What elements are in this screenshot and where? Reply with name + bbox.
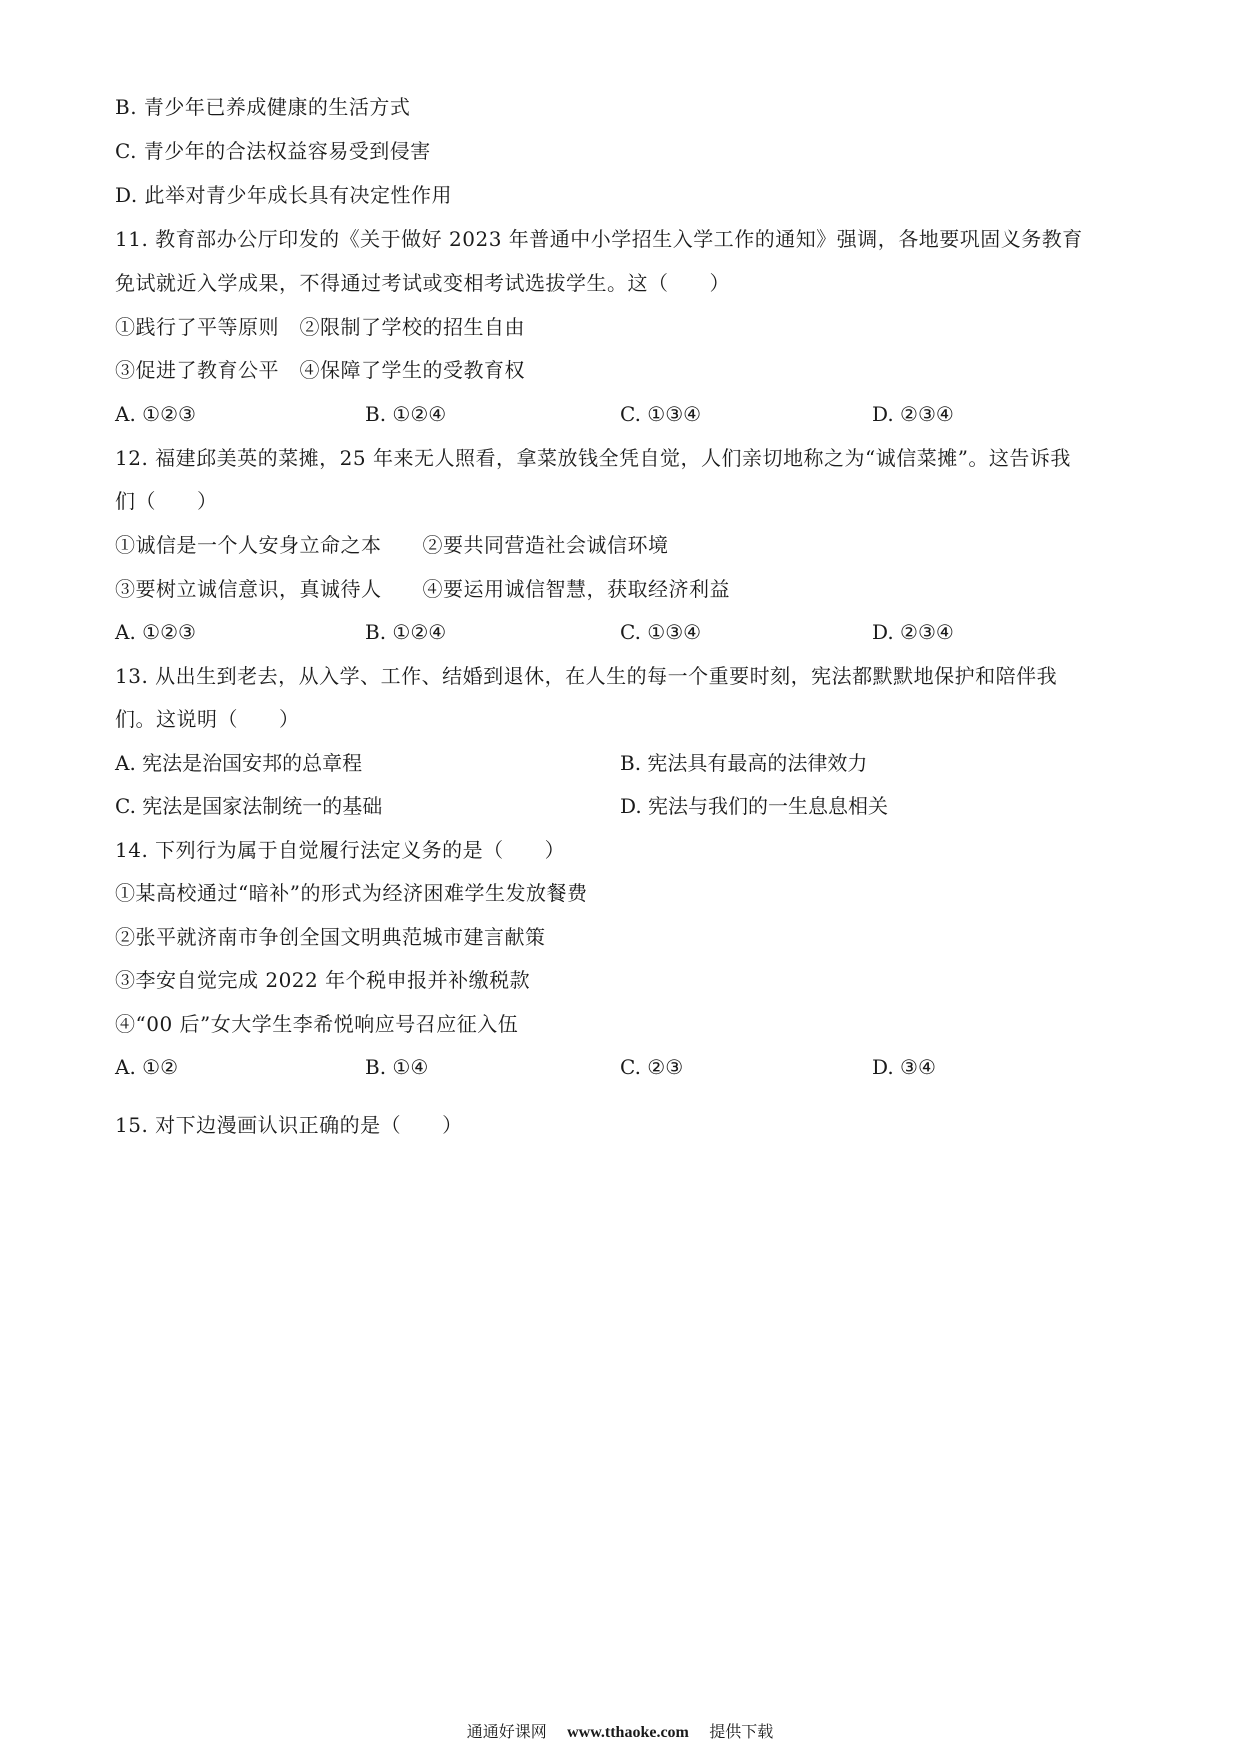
q11-statements-line1: ①践行了平等原则 ②限制了学校的招生自由 (115, 315, 525, 339)
q14-option-d: D. ③④ (872, 1055, 936, 1079)
q14-option-a: A. ①② (115, 1055, 179, 1079)
q15-stem: 15. 对下边漫画认识正确的是（ ） (115, 1113, 463, 1137)
q14-statement-1: ①某高校通过“暗补”的形式为经济困难学生发放餐费 (115, 881, 588, 905)
footer-url: www.tthaoke.com (567, 1724, 689, 1741)
q12-statements-line2: ③要树立诚信意识，真诚待人 ④要运用诚信智慧，获取经济利益 (115, 577, 730, 601)
q11-option-b: B. ①②④ (365, 402, 447, 426)
q13-options-row2 (115, 793, 1135, 819)
q12-option-b: B. ①②④ (365, 620, 447, 644)
q12-option-d: D. ②③④ (872, 620, 954, 644)
q12-stem-line2: 们（ ） (115, 489, 218, 513)
q12-option-c: C. ①③④ (620, 620, 702, 644)
footer-note: 提供下载 (709, 1722, 774, 1741)
q12-statements-line1: ①诚信是一个人安身立命之本 ②要共同营造社会诚信环境 (115, 533, 669, 557)
page-footer (0, 1721, 1240, 1744)
q12-option-a: A. ①②③ (115, 620, 196, 644)
footer-site-name: 通通好课网 (466, 1722, 547, 1741)
q14-option-b: B. ①④ (365, 1055, 429, 1079)
q13-options-row1 (115, 750, 1135, 776)
q14-stem: 14. 下列行为属于自觉履行法定义务的是（ ） (115, 838, 566, 862)
q13-option-a: A. 宪法是治国安邦的总章程 (115, 751, 363, 775)
q11-stem-line1: 11. 教育部办公厅印发的《关于做好 2023 年普通中小学招生入学工作的通知》强调，各地要巩固义务教育 (115, 227, 1083, 251)
q12-stem-line1: 12. 福建邱美英的菜摊，25 年来无人照看，拿菜放钱全凭自觉，人们亲切地称之为“诚信菜摊”。这告诉我 (115, 446, 1071, 470)
q13-stem-line1: 13. 从出生到老去，从入学、工作、结婚到退休，在人生的每一个重要时刻，宪法都默默地保护和陪伴我 (115, 664, 1058, 688)
q13-stem-line2: 们。这说明（ ） (115, 707, 300, 731)
q14-statement-4: ④“00 后”女大学生李希悦响应号召应征入伍 (115, 1012, 519, 1036)
q11-statements-line2: ③促进了教育公平 ④保障了学生的受教育权 (115, 358, 525, 382)
q11-option-c: C. ①③④ (620, 402, 702, 426)
q13-option-d: D. 宪法与我们的一生息息相关 (620, 794, 889, 818)
q10-option-c: C. 青少年的合法权益容易受到侵害 (115, 139, 431, 163)
q12-options (115, 619, 1135, 645)
q13-option-c: C. 宪法是国家法制统一的基础 (115, 794, 383, 818)
q10-option-b: B. 青少年已养成健康的生活方式 (115, 95, 411, 119)
q13-option-b: B. 宪法具有最高的法律效力 (620, 751, 868, 775)
q14-option-c: C. ②③ (620, 1055, 684, 1079)
q10-option-d: D. 此举对青少年成长具有决定性作用 (115, 183, 453, 207)
q14-statement-2: ②张平就济南市争创全国文明典范城市建言献策 (115, 925, 546, 949)
q11-option-d: D. ②③④ (872, 402, 954, 426)
q11-stem-line2: 免试就近入学成果，不得通过考试或变相考试选拔学生。这（ ） (115, 271, 730, 295)
q14-options (115, 1054, 1135, 1080)
q11-option-a: A. ①②③ (115, 402, 196, 426)
q14-statement-3: ③李安自觉完成 2022 年个税申报并补缴税款 (115, 968, 531, 992)
q11-options (115, 401, 1135, 427)
